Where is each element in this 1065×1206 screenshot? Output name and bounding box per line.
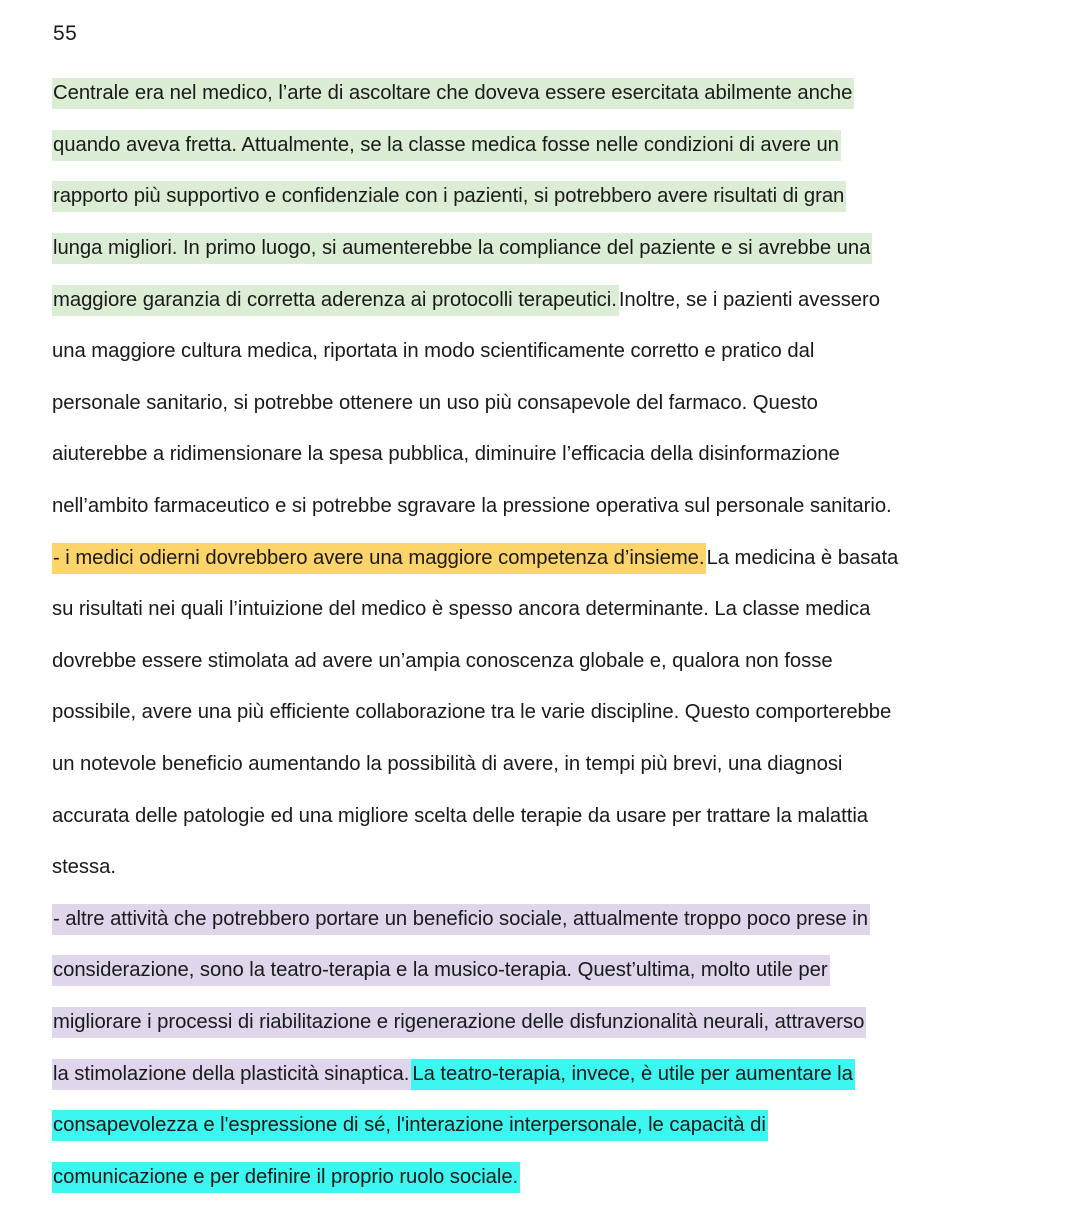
text-line xyxy=(52,894,1042,946)
text-line xyxy=(52,481,1042,533)
text-segment: dovrebbe essere stimolata ad avere un’ampia conoscenza globale e, qualora non fosse xyxy=(52,649,833,672)
text-segment: Inoltre, se i pazienti avessero xyxy=(618,288,880,311)
highlighted-text-green: maggiore garanzia di corretta aderenza ai protocolli terapeutici. xyxy=(52,285,619,316)
text-line xyxy=(52,120,1042,172)
highlighted-text-yellow: - i medici odierni dovrebbero avere una maggiore competenza d’insieme. xyxy=(52,543,706,574)
text-line xyxy=(52,842,1042,894)
text-line xyxy=(52,584,1042,636)
highlighted-text-green: lunga migliori. In primo luogo, si aumenterebbe la compliance del paziente e si avrebbe una xyxy=(52,233,872,264)
highlighted-text-green: rapporto più supportivo e confidenziale con i pazienti, si potrebbero avere risultati di gran xyxy=(52,181,846,212)
text-segment: personale sanitario, si potrebbe ottenere un uso più consapevole del farmaco. Questo xyxy=(52,391,818,414)
highlighted-text-cyan: La teatro-terapia, invece, è utile per aumentare la xyxy=(411,1059,855,1090)
text-line xyxy=(52,532,1042,584)
text-segment: La medicina è basata xyxy=(706,546,899,569)
text-line xyxy=(52,429,1042,481)
text-line xyxy=(52,636,1042,688)
text-line xyxy=(52,171,1042,223)
highlighted-text-cyan: comunicazione e per definire il proprio ruolo sociale. xyxy=(52,1162,520,1193)
highlighted-text-cyan: consapevolezza e l'espressione di sé, l'interazione interpersonale, le capacità di xyxy=(52,1110,768,1141)
highlighted-text-purple: considerazione, sono la teatro-terapia e la musico-terapia. Quest’ultima, molto utile per xyxy=(52,955,830,986)
text-line xyxy=(52,945,1042,997)
page-number: 55 xyxy=(53,22,78,45)
text-line xyxy=(52,1151,1042,1203)
text-line xyxy=(52,1100,1042,1152)
text-segment: accurata delle patologie ed una migliore scelta delle terapie da usare per trattare la malattia xyxy=(52,804,868,827)
text-segment: possibile, avere una più efficiente collaborazione tra le varie discipline. Questo comporterebbe xyxy=(52,701,892,724)
body-text xyxy=(52,68,1042,1203)
text-segment: aiuterebbe a ridimensionare la spesa pubblica, diminuire l’efficacia della disinformazione xyxy=(52,443,840,466)
text-segment: una maggiore cultura medica, riportata in modo scientificamente corretto e pratico dal xyxy=(52,340,815,363)
text-segment: stessa. xyxy=(52,856,116,879)
text-line xyxy=(52,68,1042,120)
text-segment: su risultati nei quali l’intuizione del medico è spesso ancora determinante. La classe medica xyxy=(52,598,871,621)
text-line xyxy=(52,997,1042,1049)
highlighted-text-purple: migliorare i processi di riabilitazione e rigenerazione delle disfunzionalità neurali, attraverso xyxy=(52,1007,866,1038)
text-line xyxy=(52,223,1042,275)
highlighted-text-purple: la stimolazione della plasticità sinaptica. xyxy=(52,1059,411,1090)
text-line xyxy=(52,274,1042,326)
text-line xyxy=(52,790,1042,842)
text-line xyxy=(52,378,1042,430)
highlighted-text-purple: - altre attività che potrebbero portare un beneficio sociale, attualmente troppo poco prese in xyxy=(52,904,870,935)
text-line xyxy=(52,326,1042,378)
text-segment: un notevole beneficio aumentando la possibilità di avere, in tempi più brevi, una diagnosi xyxy=(52,753,843,776)
highlighted-text-green: Centrale era nel medico, l’arte di ascoltare che doveva essere esercitata abilmente anche xyxy=(52,78,854,109)
text-line xyxy=(52,739,1042,791)
text-segment: nell’ambito farmaceutico e si potrebbe sgravare la pressione operativa sul personale sanitario. xyxy=(52,495,892,518)
text-line xyxy=(52,1048,1042,1100)
text-line xyxy=(52,687,1042,739)
highlighted-text-green: quando aveva fretta. Attualmente, se la classe medica fosse nelle condizioni di avere un xyxy=(52,130,841,161)
